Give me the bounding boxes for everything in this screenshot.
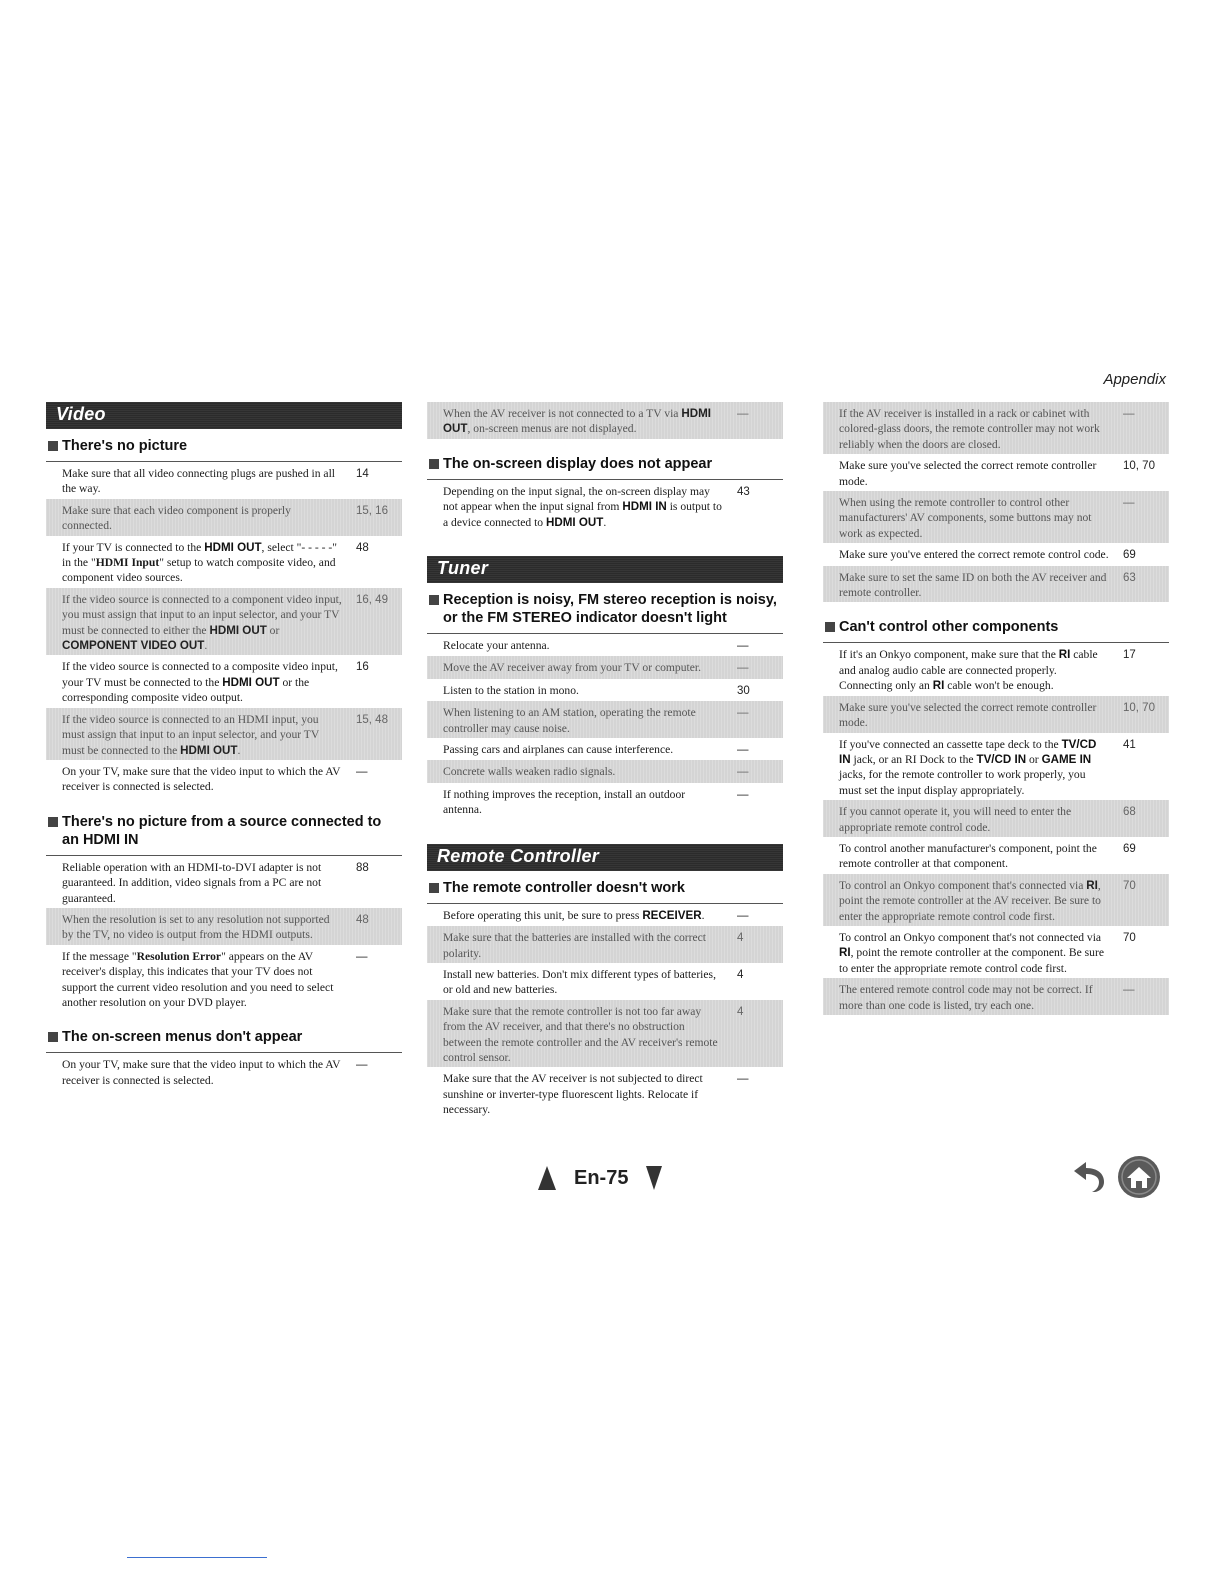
text-run: " setup to watch composite video, and component video sources. [62,556,336,585]
navigation-icons [1070,1154,1162,1200]
heading-text: There's no picture from a source connected to an HDMI IN [62,813,382,848]
list-item [427,634,783,656]
item-text: Make sure that the remote controller is not too far away from the AV receiver, and that there's no obstruction between the remote controller and the AV receiver's remote control sensor. [443,1004,718,1064]
home-icon[interactable] [1116,1154,1162,1200]
page-ref: — [356,765,368,778]
keyword: HDMI IN [622,500,667,514]
item-text: Make sure you've selected the correct remote controller mode. [839,459,1097,488]
text-run: If it's an Onkyo component, make sure that the [839,648,1059,662]
heading-reception [427,591,783,634]
text-run: If the video source is connected to a composite video input, your TV must be connected to the [62,660,338,689]
list-item [427,738,783,760]
list-item [427,656,783,678]
list-item [427,926,783,963]
list-item [823,874,1169,926]
page-ref: 43 [737,485,750,498]
list-item [427,480,783,532]
list-item [427,1067,783,1119]
heading-menus-dont-appear [46,1028,402,1053]
section-bar-title: Tuner [437,558,489,579]
list-item [823,643,1169,695]
appendix-label: Appendix [1103,371,1166,388]
page-ref: 4 [737,968,744,981]
page-ref: 69 [1123,549,1136,562]
item-text: The entered remote control code may not be correct. If more than one code is listed, try each one. [839,983,1093,1012]
item-text: Listen to the station in mono. [443,683,579,697]
page-ref: 10, 70 [1123,701,1155,714]
section-bar-video [46,402,402,429]
page-ref: — [356,950,368,963]
text-run: or [1026,752,1042,766]
text-run: is output to a device connected to [443,500,722,529]
list-item [46,945,402,1013]
text-run: . [237,743,241,757]
heading-no-picture [46,437,402,462]
list-item [823,454,1169,491]
page-ref: — [1123,984,1135,997]
text-run: cable won't be enough. [944,679,1054,693]
page-ref: 15, 48 [356,713,388,726]
page-ref: 48 [356,913,369,926]
page-ref: 17 [1123,649,1136,662]
text-run: , point the remote controller at the component. Be sure to enter the appropriate remote control code first. [839,946,1104,975]
list-item [823,566,1169,603]
page-ref: 4 [737,1005,744,1018]
bullet-square-icon [48,817,58,827]
page-ref: 30 [737,684,750,697]
text-run: , on-screen menus are not displayed. [467,422,637,436]
bullet-square-icon [429,595,439,605]
page-footer [538,1166,662,1190]
page-ref: 16 [356,661,369,674]
page-ref: — [737,788,749,801]
ri-logo-icon: RI [839,946,851,960]
page-ref: — [737,707,749,720]
item-text [839,647,1123,693]
column-remote-continued [823,402,1169,1017]
heading-text: Can't control other components [839,619,1059,636]
page-ref: — [356,1059,368,1072]
page-ref: 63 [1123,571,1136,584]
item-text: Install new batteries. Don't mix different types of batteries, or old and new batteries. [443,967,716,997]
item-text [62,712,356,758]
page-ref: 70 [1123,879,1136,892]
list-item [427,783,783,820]
item-text: Concrete walls weaken radio signals. [443,765,616,779]
page-ref: — [737,909,749,922]
item-list [823,402,1169,602]
item-text: Move the AV receiver away from your TV or computer. [443,661,702,675]
text-run: " appears on the AV receiver's display, this indicates that your TV does not support the current video resolution and you need to select another resolution on your DVD player. [62,949,334,1009]
text-run: . [603,515,607,529]
column-video [46,402,402,1092]
page-ref: 69 [1123,842,1136,855]
item-text: If you cannot operate it, you will need to enter the appropriate remote control code. [839,805,1072,834]
list-item [427,1000,783,1068]
item-list [427,904,783,1120]
item-list [427,402,783,439]
item-text: Reliable operation with an HDMI-to-DVI adapter is not guaranteed. In addition, video signals from a PC are not guaranteed. [62,860,322,905]
back-arrow-icon[interactable] [1070,1159,1110,1195]
list-item [823,491,1169,543]
page-ref: 68 [1123,806,1136,819]
keyword: TV/CD IN [976,752,1027,766]
item-list [46,856,402,1013]
text-run: If the video source is connected to a component video input, you must assign that input to an input selector, and your TV must be connected to either the [62,592,342,637]
keyword: HDMI OUT [209,623,267,637]
page-ref: 48 [356,541,369,554]
item-text: Make sure that the AV receiver is not subjected to direct sunshine or inverter-type fluorescent lights. Relocate if necessary. [443,1072,703,1117]
keyword: GAME IN [1041,752,1092,766]
item-text: Make sure to set the same ID on both the AV receiver and remote controller. [839,570,1107,600]
heading-text: The remote controller doesn't work [443,879,685,896]
list-item [823,733,1169,801]
list-item [823,837,1169,874]
heading-remote-doesnt-work [427,879,783,904]
page-ref: 15, 16 [356,504,388,517]
text-run: or [266,623,280,637]
keyword: HDMI OUT [180,743,238,757]
text-run: . [204,639,208,653]
list-item [427,760,783,782]
bullet-square-icon [48,1032,58,1042]
page-number: En-75 [574,1166,629,1189]
item-text [443,484,737,530]
item-text: When listening to an AM station, operating the remote controller may cause noise. [443,706,696,735]
list-item [46,1053,402,1090]
item-list [427,480,783,532]
section-bar-title: Remote Controller [437,845,600,866]
list-item [46,856,402,908]
text-run: If you've connected an cassette tape deck to the [839,737,1062,751]
page-ref: — [1123,497,1135,510]
heading-text: The on-screen menus don't appear [62,1029,303,1046]
section-bar-remote-controller [427,844,783,871]
item-list [823,643,1169,1015]
text-run: or the corresponding composite video output. [62,675,310,705]
list-item [46,499,402,536]
item-text: Relocate your antenna. [443,639,550,653]
list-item [46,462,402,499]
list-item [46,708,402,760]
page-ref: — [1123,408,1135,420]
item-text: Make sure that the batteries are installed with the correct polarity. [443,931,707,960]
column-tuner-remote [427,402,783,1122]
page-ref: — [737,1073,749,1086]
text-run: If your TV is connected to the [62,540,205,554]
item-text: When the resolution is set to any resolution not supported by the TV, no video is output from the HDMI outputs. [62,912,330,942]
item-text [62,949,356,1011]
list-item [823,543,1169,565]
list-item [823,800,1169,837]
text-run: jack, or an RI Dock to the [850,752,977,766]
item-text: On your TV, make sure that the video input to which the AV receiver is connected is selected. [62,1058,341,1087]
item-text: If the AV receiver is installed in a rack or cabinet with colored-glass doors, the remote controller may not work reliably when the doors are closed. [839,407,1100,451]
heading-osd [427,455,783,480]
page-ref: 10, 70 [1123,460,1155,473]
bullet-square-icon [429,459,439,469]
page-ref: 16, 49 [356,593,388,606]
list-item [823,978,1169,1015]
item-text [443,908,737,924]
text-run: If the video source is connected to an HDMI input, you must assign that input to an input selector, and your TV must be connected to the [62,712,320,757]
text-run: Depending on the input signal, the on-screen display may not appear when the input signal from [443,484,710,514]
bullet-square-icon [429,883,439,893]
item-text: To control another manufacturer's component, point the remote controller at that component. [839,841,1097,871]
text-run: , select "- - - - -" in the " [62,540,337,570]
list-item [427,701,783,738]
bullet-square-icon [825,622,835,632]
text-run: Before operating this unit, be sure to press [443,908,643,922]
heading-text: There's no picture [62,438,188,454]
ri-logo-icon: RI [932,679,945,693]
text-run: If the message " [62,949,137,963]
keyword: HDMI Input [95,556,160,570]
page-ref: — [737,766,749,779]
heading-text: The on-screen display does not appear [443,455,713,472]
list-item [427,402,783,439]
item-list [46,1053,402,1090]
item-text: Passing cars and airplanes can cause interference. [443,743,674,757]
keyword: Resolution Error [136,949,222,963]
list-item [46,760,402,797]
page-ref: — [737,662,749,675]
heading-cant-control [823,618,1169,643]
ri-logo-icon: RI [1058,648,1071,662]
ri-logo-icon: RI [1086,878,1098,892]
page-ref: — [737,744,749,757]
heading-no-picture-hdmi [46,813,402,856]
item-list [46,462,402,797]
bullet-square-icon [48,441,58,451]
list-item [427,904,783,926]
text-run: cable and analog audio cable are connected properly. Connecting only an [839,648,1098,693]
keyword: RECEIVER [642,908,702,922]
item-text: Make sure that each video component is properly connected. [62,503,291,533]
keyword: TV/CD IN [839,737,1097,766]
item-text: Make sure you've entered the correct remote control code. [839,548,1109,562]
item-text [443,406,737,437]
heading-text: Reception is noisy, FM stereo reception is noisy, or the FM STEREO indicator doesn't light [443,592,777,627]
page-ref: — [737,408,749,420]
item-text: If nothing improves the reception, install an outdoor antenna. [443,787,686,817]
text-run: When the AV receiver is not connected to a TV via [443,407,682,420]
section-bar-tuner [427,556,783,583]
page-ref: 41 [1123,738,1136,751]
keyword: HDMI OUT [443,407,711,436]
list-item [427,679,783,701]
item-list [427,634,783,820]
page-ref: 88 [356,861,369,874]
list-item [46,536,402,588]
page-ref: 14 [356,468,369,480]
item-text: Make sure you've selected the correct remote controller mode. [839,700,1097,730]
item-text [839,878,1123,924]
item-text: On your TV, make sure that the video input to which the AV receiver is connected is selected. [62,764,341,794]
text-run: jacks, for the remote controller to work properly, you must set the input display appropriately. [839,768,1086,797]
list-item [46,588,402,656]
item-text [839,930,1123,976]
page-ref: 4 [737,932,744,945]
page-ref: — [737,640,749,653]
list-item [823,696,1169,733]
triangle-down-icon[interactable] [646,1166,662,1190]
list-item [427,963,783,1000]
section-bar-title: Video [56,404,106,424]
list-item [823,402,1169,454]
item-text: Make sure that all video connecting plugs are pushed in all the way. [62,467,336,496]
text-run: To control an Onkyo component that's not connected via [839,930,1102,944]
list-item [823,926,1169,978]
keyword: COMPONENT VIDEO OUT [62,639,205,653]
text-run: . [701,908,705,922]
page-ref: 70 [1123,931,1136,944]
item-text [62,592,356,654]
item-text: When using the remote controller to control other manufacturers' AV components, some buttons may not work as expected. [839,496,1092,540]
list-item [46,908,402,945]
link-underline [127,1557,267,1558]
item-text [62,540,356,586]
item-text [62,659,356,705]
triangle-up-icon[interactable] [538,1166,556,1190]
text-run: , point the remote controller at the AV receiver. Be sure to enter the appropriate remote control code first. [839,878,1101,923]
text-run: To control an Onkyo component that's connected via [839,878,1087,892]
keyword: HDMI OUT [222,675,280,689]
keyword: HDMI OUT [204,540,262,554]
list-item [46,655,402,707]
item-text [839,737,1123,799]
keyword: HDMI OUT [546,515,604,529]
